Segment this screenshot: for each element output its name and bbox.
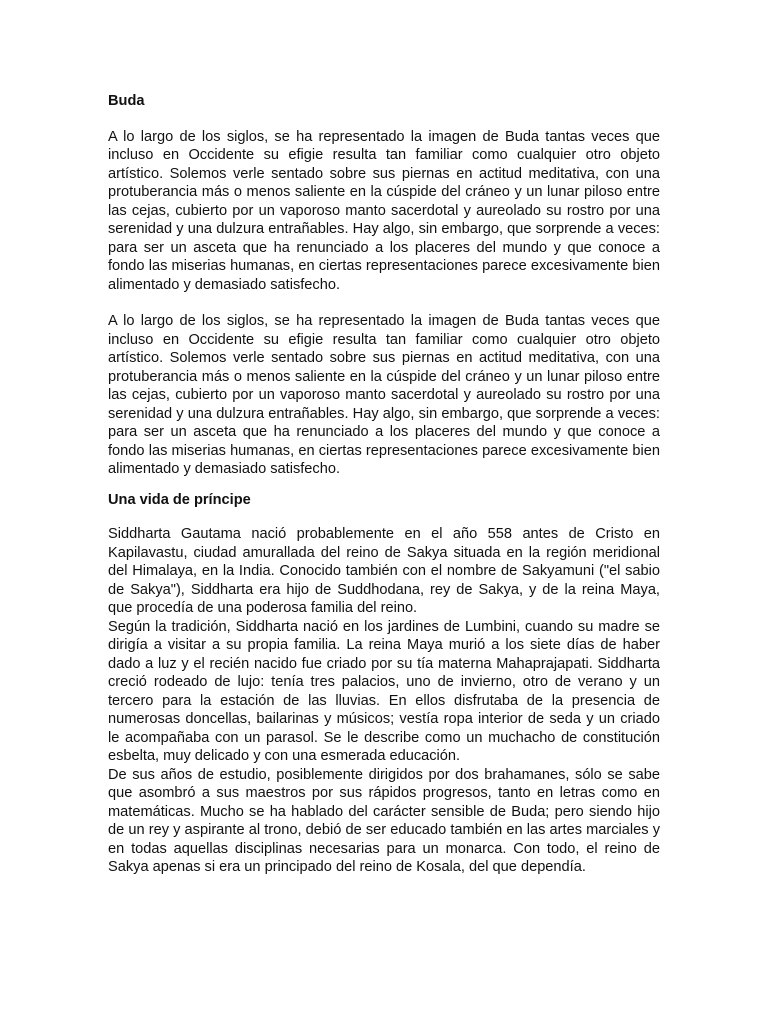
section-paragraph-3: De sus años de estudio, posiblemente dirigidos por dos brahamanes, sólo se sabe que asombró a sus maestros por sus rápidos progresos, tanto en letras como en matemáticas. Mucho se ha hablado del carácter sensible de Buda; pero siendo hijo de un rey y aspirante al trono, debió de ser educado también en las artes marciales y en todas aquellas disciplinas necesarias para un monarca. Con todo, el reino de Sakya apenas si era un principado del reino de Kosala, del que dependía. — [108, 766, 660, 875]
document-title: Buda — [108, 93, 145, 109]
intro-paragraph-1: A lo largo de los siglos, se ha representado la imagen de Buda tantas veces que incluso en Occidente su efigie resulta tan familiar como cualquier otro objeto artístico. Solemos verle sentado sobre sus piernas en actitud meditativa, con una protuberancia más o menos saliente en la cúspide del cráneo y un lunar piloso entre las cejas, cubierto por un vaporoso manto sacerdotal y aureolado su rostro por una serenidad y una dulzura entrañables. Hay algo, sin embargo, que sorprende a veces: para ser un asceta que ha renunciado a los placeres del mundo y que conoce a fondo las miserias humanas, en ciertas representaciones parece excesivamente bien alimentado y demasiado satisfecho. — [108, 128, 660, 293]
section-paragraph-2: Según la tradición, Siddharta nació en los jardines de Lumbini, cuando su madre se dirigía a visitar a su propia familia. La reina Maya murió a los siete días de haber dado a luz y el recién nacido fue criado por su tía materna Mahaprajapati. Siddharta creció rodeado de lujo: tenía tres palacios, uno de invierno, otro de verano y un tercero para la estación de las lluvias. En ellos disfrutaba de la presencia de numerosas doncellas, bailarinas y músicos; vestía ropa interior de seda y un criado le acompañaba con un parasol. Se le describe como un muchacho de constitución esbelta, muy delicado y con una esmerada educación. — [108, 618, 660, 764]
section-heading: Una vida de príncipe — [108, 491, 251, 508]
document-page — [108, 90, 660, 877]
intro-paragraph-2: A lo largo de los siglos, se ha representado la imagen de Buda tantas veces que incluso en Occidente su efigie resulta tan familiar como cualquier otro objeto artístico. Solemos verle sentado sobre sus piernas en actitud meditativa, con una protuberancia más o menos saliente en la cúspide del cráneo y un lunar piloso entre las cejas, cubierto por un vaporoso manto sacerdotal y aureolado su rostro por una serenidad y una dulzura entrañables. Hay algo, sin embargo, que sorprende a veces: para ser un asceta que ha renunciado a los placeres del mundo y que conoce a fondo las miserias humanas, en ciertas representaciones parece excesivamente bien alimentado y demasiado satisfecho. — [108, 313, 660, 477]
section-paragraph-1: Siddharta Gautama nació probablemente en el año 558 antes de Cristo en Kapilavastu, ciudad amurallada del reino de Sakya situada en la región meridional del Himalaya, en la India. Conocido también con el nombre de Sakyamuni ("el sabio de Sakya"), Siddharta era hijo de Suddhodana, rey de Sakya, y de la reina Maya, que procedía de una poderosa familia del reino. — [108, 526, 660, 616]
